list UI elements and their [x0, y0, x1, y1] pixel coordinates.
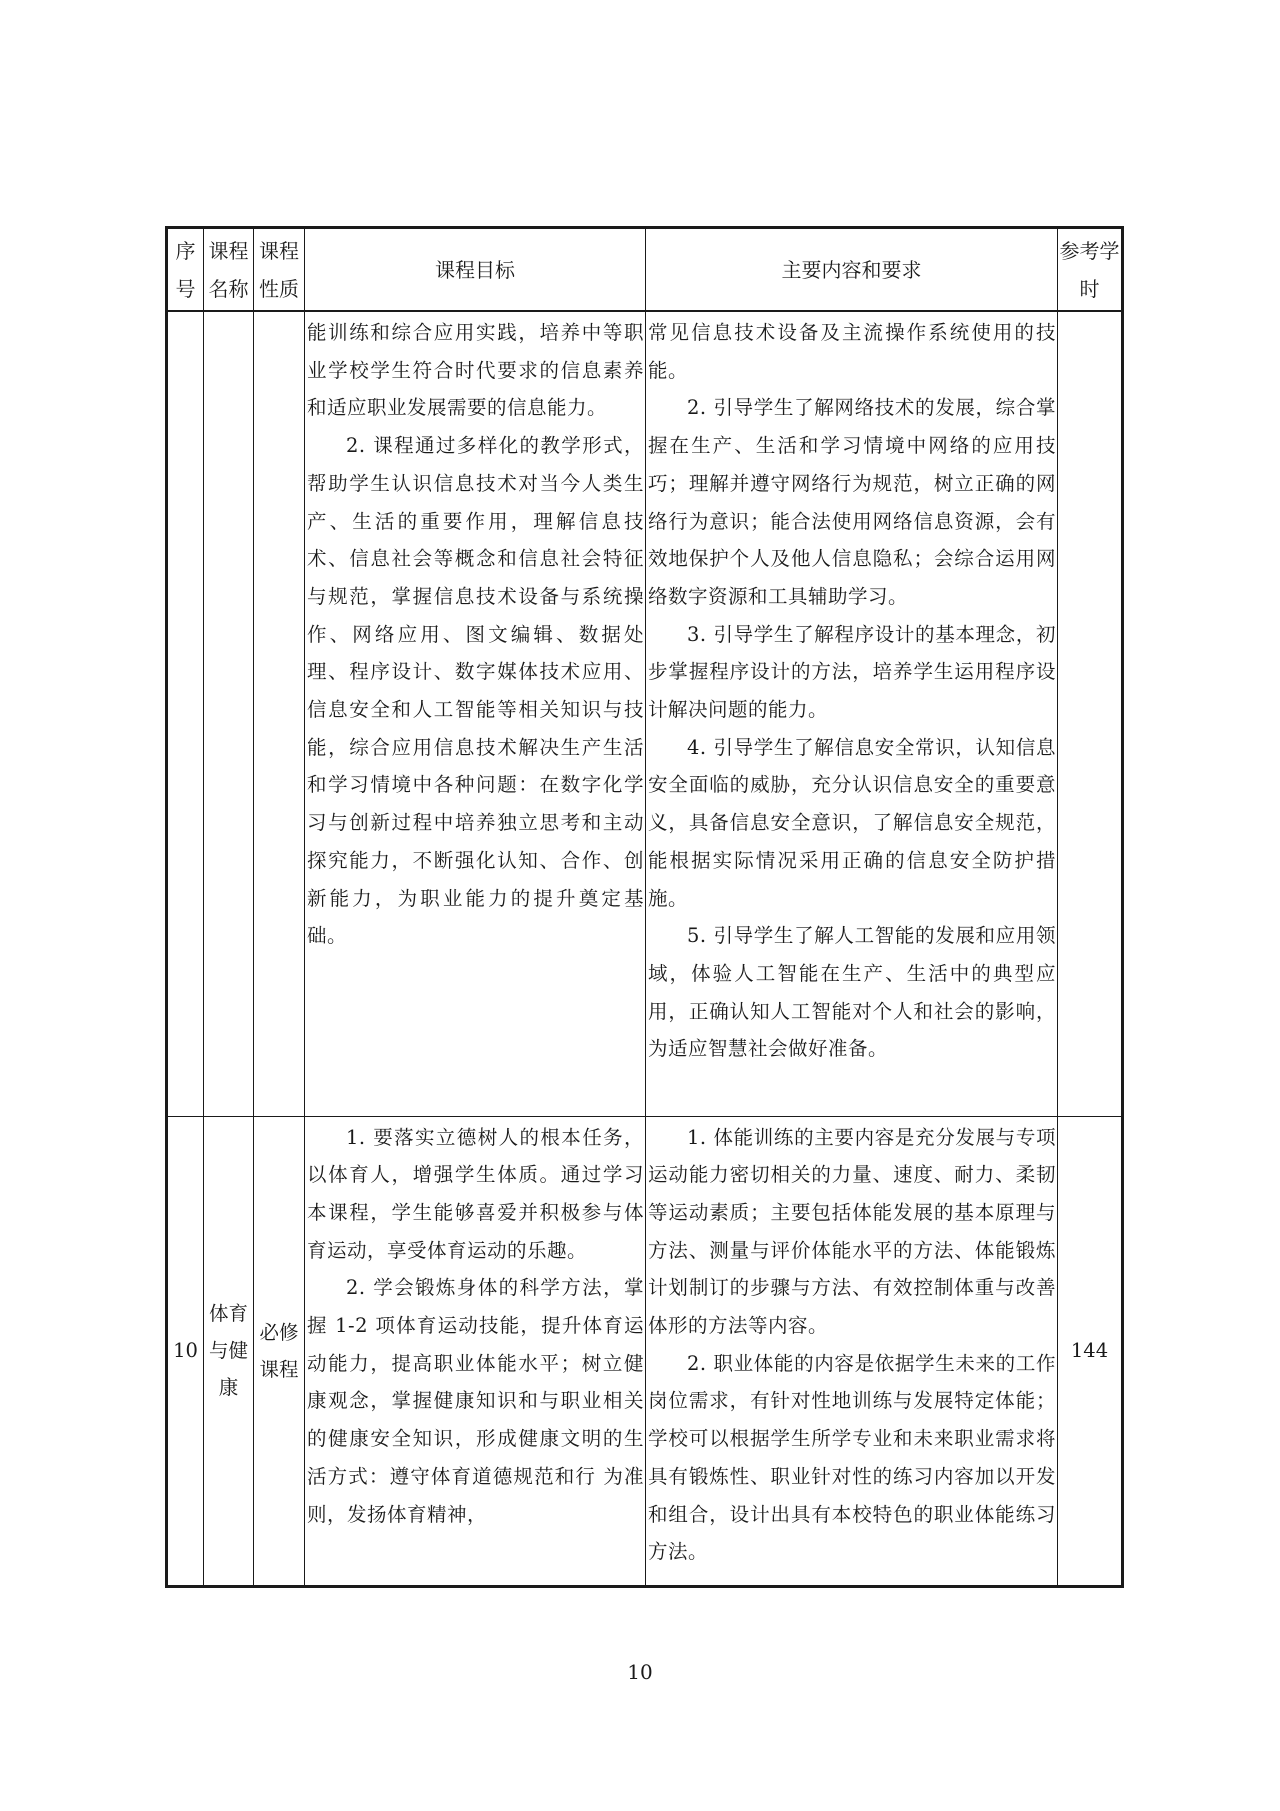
header-reference-hours: 参考学时	[1058, 228, 1123, 312]
header-course-name: 课程名称	[204, 228, 254, 312]
row-content	[646, 1116, 1058, 1586]
objective-paragraph: 能训练和综合应用实践，培养中等职业学校学生符合时代要求的信息素养和适应职业发展需要的信息能力。	[307, 321, 644, 420]
row-course-name: 体育与健康	[204, 1116, 254, 1586]
row-course-name	[204, 311, 254, 1116]
row-course-nature: 必修课程	[254, 1116, 305, 1586]
row-course-nature	[254, 311, 305, 1116]
row-content	[646, 311, 1058, 1116]
header-course-objective: 课程目标	[305, 228, 646, 312]
content-paragraph: 2. 职业体能的内容是依据学生未来的工作岗位需求，有针对性地训练与发展特定体能；学校可以根据学生所学专业和未来职业需求将具有锻炼性、职业针对性的练习内容加以开发和组合，设计出具有本校特色的职业体能练习方法。	[648, 1351, 1056, 1564]
header-course-nature: 课程性质	[254, 228, 305, 312]
page-number: 10	[627, 1660, 653, 1684]
objective-paragraph: 2. 学会锻炼身体的科学方法，掌握 1-2 项体育运动技能，提升体育运动能力，提高职业体能水平；树立健康观念，掌握健康知识和与职业相关的健康安全知识，形成健康文明的生活方式：遵守体育道德规范和行 为准则，发扬体育精神，	[307, 1276, 644, 1526]
header-seq: 序号	[167, 228, 204, 312]
row-objective	[305, 311, 646, 1116]
objective-paragraph: 2. 课程通过多样化的教学形式，帮助学生认识信息技术对当今人类生产、生活的重要作用，理解信息技术、信息社会等概念和信息社会特征与规范，掌握信息技术设备与系统操作、网络应用、图文编辑、数据处理、程序设计、数字媒体技术应用、信息安全和人工智能等相关知识与技能，综合应用信息技术解决生产生活和学习情境中各种问题：在数字化学习与创新过程中培养独立思考和主动探究能力，不断强化认知、合作、创新能力，为职业能力的提升奠定基础。	[307, 434, 644, 948]
table-row	[167, 311, 1123, 1116]
row-objective	[305, 1116, 646, 1586]
table-row	[167, 1116, 1123, 1586]
table-header-row	[167, 228, 1123, 312]
row-hours	[1058, 311, 1123, 1116]
content-paragraph: 3. 引导学生了解程序设计的基本理念，初步掌握程序设计的方法，培养学生运用程序设计解决问题的能力。	[648, 622, 1056, 722]
content-paragraph: 4. 引导学生了解信息安全常识，认知信息安全面临的威胁，充分认识信息安全的重要意义，具备信息安全意识，了解信息安全规范，能根据实际情况采用正确的信息安全防护措施。	[648, 735, 1056, 910]
content-paragraph: 5. 引导学生了解人工智能的发展和应用领域，体验人工智能在生产、生活中的典型应用，正确认知人工智能对个人和社会的影响，为适应智慧社会做好准备。	[648, 924, 1056, 1061]
row-hours: 144	[1058, 1116, 1123, 1586]
header-main-content: 主要内容和要求	[646, 228, 1058, 312]
curriculum-table	[165, 226, 1124, 1588]
row-seq: 10	[167, 1116, 204, 1586]
objective-paragraph: 1. 要落实立德树人的根本任务，以体育人，增强学生体质。通过学习本课程，学生能够喜爱并积极参与体育运动，享受体育运动的乐趣。	[307, 1125, 644, 1262]
content-paragraph: 1. 体能训练的主要内容是充分发展与专项运动能力密切相关的力量、速度、耐力、柔韧等运动素质；主要包括体能发展的基本原理与方法、测量与评价体能水平的方法、体能锻炼计划制订的步骤与方法、有效控制体重与改善体形的方法等内容。	[648, 1125, 1056, 1338]
content-paragraph: 常见信息技术设备及主流操作系统使用的技能。	[648, 321, 1056, 382]
content-paragraph: 2. 引导学生了解网络技术的发展，综合掌握在生产、生活和学习情境中网络的应用技巧；理解并遵守网络行为规范，树立正确的网络行为意识；能合法使用网络信息资源，会有效地保护个人及他人信息隐私；会综合运用网络数字资源和工具辅助学习。	[648, 396, 1056, 608]
row-seq	[167, 311, 204, 1116]
